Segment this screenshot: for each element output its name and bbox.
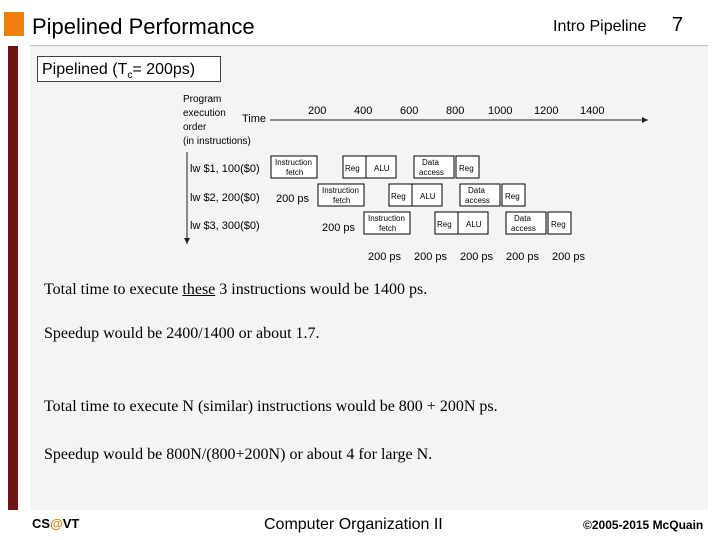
pipeline-diagram [178, 90, 658, 270]
p1-underlined: these [182, 281, 216, 298]
time-tick-1: 200 [308, 105, 327, 117]
footer-left-prefix: CS [32, 516, 51, 531]
label-subscript: c [127, 70, 133, 82]
stage-duration-3: 200 ps [460, 251, 494, 263]
pipelined-label-box [37, 56, 221, 82]
stage-label: access [419, 168, 444, 177]
time-tick-3: 600 [400, 105, 419, 117]
time-tick-4: 800 [446, 105, 465, 117]
stage-label: Data [422, 158, 439, 167]
stage-duration-1: 200 ps [368, 251, 402, 263]
title-accent-square [4, 12, 24, 36]
body-paragraph-3: Total time to execute N (similar) instructions would be 800 + 200N ps. [44, 398, 498, 415]
time-tick-6: 1200 [534, 105, 559, 117]
time-tick-2: 400 [354, 105, 373, 117]
stage-label: access [465, 196, 490, 205]
stage-label: Reg [391, 192, 406, 201]
axis-title-line-1: Program [183, 94, 222, 105]
stage-label: ALU [420, 192, 436, 201]
stage-label: Data [468, 186, 485, 195]
stage-label: Reg [459, 164, 474, 173]
footer-course: Computer Organization II [264, 516, 443, 533]
stage-label: ALU [374, 164, 390, 173]
footer-left-at: @ [50, 516, 63, 531]
stage-label: Instruction [322, 186, 359, 195]
stage-label: Reg [437, 220, 452, 229]
stage-label: Reg [551, 220, 566, 229]
stage-label: fetch [286, 168, 304, 177]
time-tick-7: 1400 [580, 105, 605, 117]
label-suffix: = 200ps) [132, 61, 196, 78]
slide-number: 7 [672, 14, 684, 36]
stage-label: Data [514, 214, 531, 223]
stage-label: access [511, 224, 536, 233]
axis-title-line-4: (in instructions) [183, 136, 251, 147]
stage-label: fetch [333, 196, 351, 205]
stage-label: ALU [466, 220, 482, 229]
instruction-2: lw $2, 200($0) [190, 192, 260, 204]
time-label: Time [242, 113, 267, 125]
instruction-3: lw $3, 300($0) [190, 220, 260, 232]
stage-label: Instruction [368, 214, 405, 223]
stage-label: Reg [345, 164, 360, 173]
pipeline-row-2 [318, 184, 525, 206]
footer-left-suffix: VT [62, 516, 80, 531]
instruction-1: lw $1, 100($0) [190, 163, 260, 175]
gap-label-1: 200 ps [276, 193, 310, 205]
stage-label: Instruction [275, 158, 312, 167]
left-accent-bar [8, 46, 18, 510]
time-tick-5: 1000 [488, 105, 513, 117]
slide-title: Pipelined Performance [32, 14, 255, 39]
stage-label: Reg [505, 192, 520, 201]
section-label: Intro Pipeline [553, 18, 647, 35]
footer-copyright: ©2005-2015 McQuain [583, 518, 704, 532]
stage-duration-2: 200 ps [414, 251, 448, 263]
footer-left [32, 516, 79, 531]
axis-title-line-2: execution [183, 108, 226, 119]
pipeline-row-1 [271, 156, 479, 178]
body-paragraph-2: Speedup would be 2400/1400 or about 1.7. [44, 325, 320, 342]
label-prefix: Pipelined (T [42, 61, 128, 78]
stage-label: fetch [379, 224, 397, 233]
p1-before: Total time to execute [44, 281, 183, 298]
axis-title-line-3: order [183, 122, 207, 133]
body-paragraph-1 [44, 281, 427, 299]
stage-duration-4: 200 ps [506, 251, 540, 263]
gap-label-2: 200 ps [322, 222, 356, 234]
stage-duration-5: 200 ps [552, 251, 586, 263]
body-paragraph-4: Speedup would be 800N/(800+200N) or about 4 for large N. [44, 446, 433, 463]
pipeline-row-3 [364, 212, 571, 234]
p1-after: 3 instructions would be 1400 ps. [215, 281, 428, 298]
